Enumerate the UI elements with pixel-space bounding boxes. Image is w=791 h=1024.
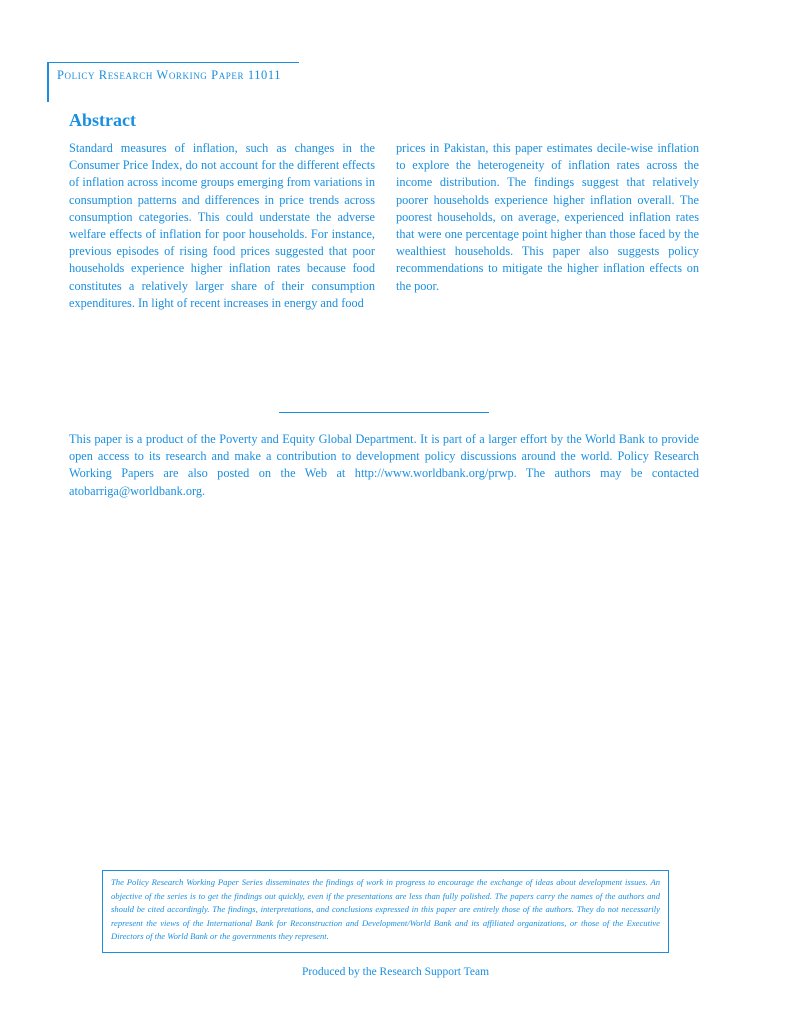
abstract-heading: Abstract <box>69 110 136 130</box>
product-note: This paper is a product of the Poverty and Equity Global Department. It is part of a larger effort by the World Bank to provide open access to its research and make a contribution to development policy discussions around the world. Policy Research Working Papers are also posted on the Web at http://www.worldbank.org/prwp. The authors may be contacted atobarriga@worldbank.org. <box>69 432 699 498</box>
footer-credit: Produced by the Research Support Team <box>301 966 490 978</box>
abstract-column-left: Standard measures of inflation, such as changes in the Consumer Price Index, do not account for the different effects of inflation across income groups emerging from variations in consumption patterns and differences in price trends across consumption categories. This could understate the adverse welfare effects of inflation for poor households. For instance, previous episodes of rising food prices suggested that poor households experience higher inflation rates because food constitutes a relatively larger share of their consumption expenditures. In light of recent increases in energy and food <box>69 141 375 310</box>
abstract-column-right: prices in Pakistan, this paper estimates decile-wise inflation to explore the heterogeneity of inflation rates across the income distribution. The findings suggest that relatively poorer households experience higher inflation overall. The poorest households, on average, experienced inflation rates that were one percentage point higher than those faced by the wealthiest households. This paper also suggests policy recommendations to mitigate the higher inflation effects on the poor. <box>396 141 699 293</box>
series-title: Policy Research Working Paper 11011 <box>57 68 282 82</box>
disclaimer-box <box>102 870 669 953</box>
disclaimer-text: The Policy Research Working Paper Series disseminates the findings of work in progress to encourage the exchange of ideas about development issues. An objective of the series is to get the findings out quickly, even if the presentations are less than fully polished. The papers carry the names of the authors and should be cited accordingly. The findings, interpretations, and conclusions expressed in this paper are entirely those of the authors. They do not necessarily represent the views of the International Bank for Reconstruction and Development/World Bank and its affiliated organizations, or those of the Executive Directors of the World Bank or the governments they represent. <box>111 877 660 942</box>
header-horizontal-rule <box>47 62 299 63</box>
section-divider <box>279 412 489 413</box>
header-vertical-rule <box>47 62 49 102</box>
